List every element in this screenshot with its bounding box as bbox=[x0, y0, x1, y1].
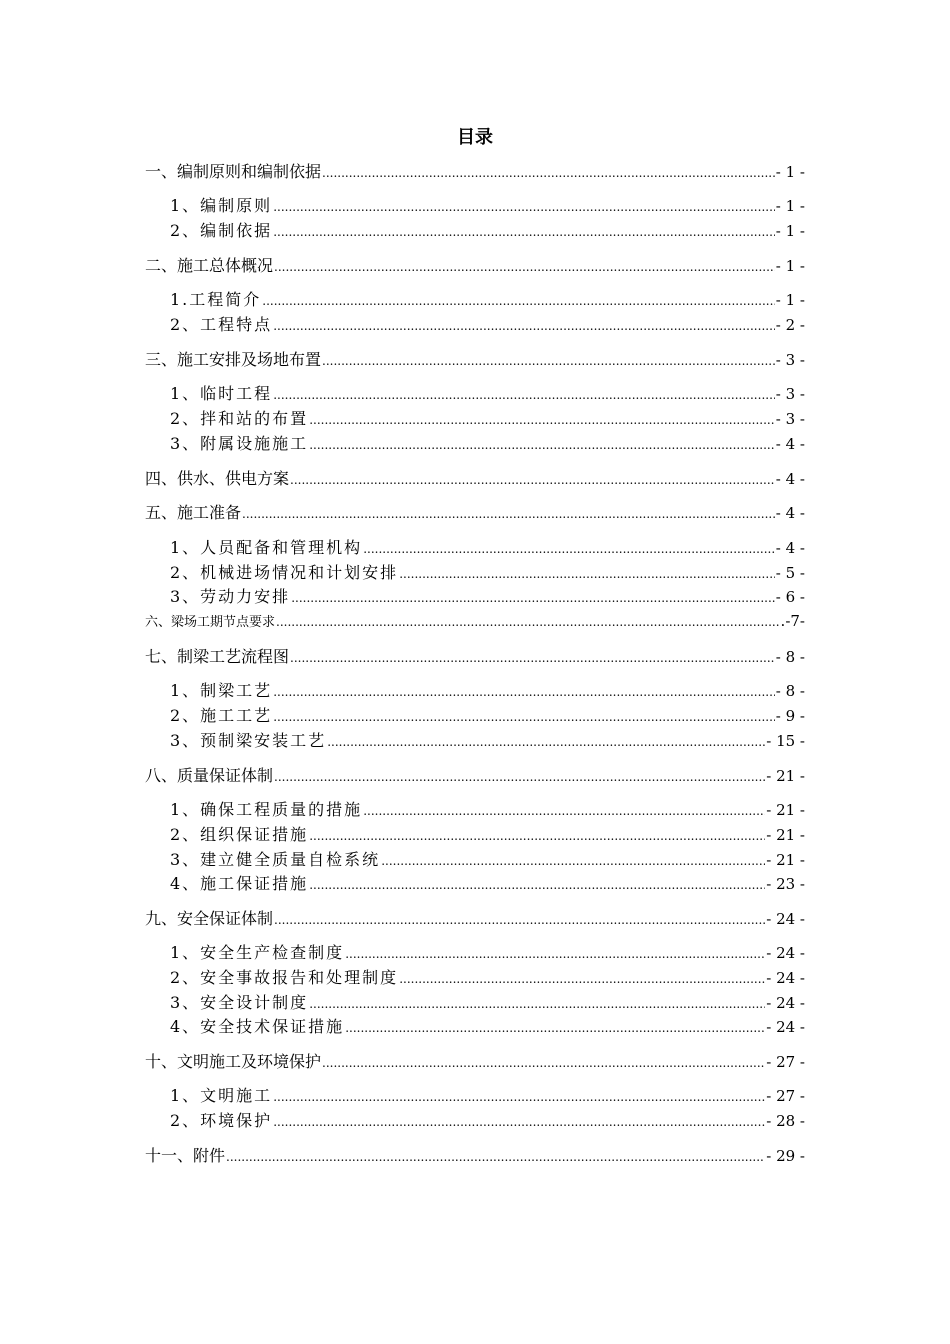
toc-entry-label: 3、建立健全质量自检系统 bbox=[170, 850, 381, 869]
toc-page-number: - 1 - bbox=[775, 291, 805, 309]
toc-entry-label: 2、拌和站的布置 bbox=[170, 409, 309, 428]
dot-leader bbox=[309, 408, 775, 431]
toc-page-number: - 21 - bbox=[766, 851, 805, 869]
toc-page-number: - 21 - bbox=[766, 767, 805, 785]
dot-leader bbox=[309, 433, 775, 456]
toc-entry-label: 八、质量保证体制 bbox=[145, 766, 274, 785]
toc-entry bbox=[145, 765, 805, 787]
toc-page-number: - 24 - bbox=[766, 994, 805, 1012]
dot-leader bbox=[290, 646, 775, 669]
toc-page-number: - 8 - bbox=[775, 648, 805, 666]
toc-page-number: - 4 - bbox=[775, 539, 805, 557]
toc-entry bbox=[170, 383, 805, 405]
toc-page-number: - 1 - bbox=[775, 222, 805, 240]
toc-entry bbox=[145, 502, 805, 524]
toc-entry-label: 七、制梁工艺流程图 bbox=[145, 647, 290, 666]
toc-page-number: - 6 - bbox=[775, 588, 805, 606]
toc-entry bbox=[145, 468, 805, 490]
toc-entry bbox=[170, 680, 805, 702]
toc-entry-label: 2、机械进场情况和计划安排 bbox=[170, 563, 399, 582]
toc-entry-label: 3、附属设施施工 bbox=[170, 434, 309, 453]
toc-entry-label: 六、梁场工期节点要求 bbox=[145, 615, 276, 630]
toc-entry bbox=[145, 908, 805, 930]
dot-leader bbox=[273, 680, 775, 703]
dot-leader bbox=[273, 383, 775, 406]
toc-page-number: - 8 - bbox=[775, 682, 805, 700]
toc-entry-label: 二、施工总体概况 bbox=[145, 256, 274, 275]
toc-entry-label: 五、施工准备 bbox=[145, 503, 242, 522]
dot-leader bbox=[274, 255, 775, 278]
toc-entry-label: 2、工程特点 bbox=[170, 315, 273, 334]
toc-entry-label: 1、制梁工艺 bbox=[170, 681, 273, 700]
dot-leader bbox=[381, 849, 765, 872]
toc-page-number: - 1 - bbox=[775, 163, 805, 181]
toc-entry bbox=[170, 562, 805, 584]
toc-entry-label: 1、确保工程质量的措施 bbox=[170, 800, 363, 819]
toc-entry bbox=[145, 161, 805, 183]
toc-page-number: - 21 - bbox=[766, 826, 805, 844]
dot-leader bbox=[322, 161, 775, 184]
toc-page-number: - 1 - bbox=[775, 197, 805, 215]
toc-entry bbox=[170, 537, 805, 559]
dot-leader bbox=[363, 799, 765, 822]
dot-leader bbox=[273, 220, 775, 243]
toc-entry bbox=[170, 873, 805, 895]
dot-leader bbox=[309, 992, 765, 1015]
toc-entry-label: 1、人员配备和管理机构 bbox=[170, 538, 363, 557]
dot-leader bbox=[273, 705, 775, 728]
toc-entry-label: 2、组织保证措施 bbox=[170, 825, 309, 844]
toc-entry-label: 4、安全技术保证措施 bbox=[170, 1017, 345, 1036]
toc-entry bbox=[170, 705, 805, 727]
toc-page-number: - 24 - bbox=[766, 969, 805, 987]
toc-entry-label: 2、环境保护 bbox=[170, 1111, 273, 1130]
toc-entry-label: 1、临时工程 bbox=[170, 384, 273, 403]
toc-entry bbox=[170, 967, 805, 989]
toc-entry-label: 三、施工安排及场地布置 bbox=[145, 350, 322, 369]
toc-entry bbox=[170, 195, 805, 217]
dot-leader bbox=[291, 586, 775, 609]
toc-entry bbox=[145, 1051, 805, 1073]
dot-leader bbox=[345, 942, 765, 965]
dot-leader bbox=[274, 908, 765, 931]
toc-page-number: - 3 - bbox=[775, 351, 805, 369]
dot-leader bbox=[273, 1110, 765, 1133]
toc-entry-label: 3、劳动力安排 bbox=[170, 587, 291, 606]
toc-entry bbox=[170, 1110, 805, 1132]
toc-entry bbox=[170, 730, 805, 752]
toc-entry-label: 十一、附件 bbox=[145, 1146, 226, 1165]
toc-entry-label: 2、施工工艺 bbox=[170, 706, 273, 725]
toc-entry-label: 十、文明施工及环境保护 bbox=[145, 1052, 322, 1071]
toc-entry-label: 3、安全设计制度 bbox=[170, 993, 309, 1012]
toc-page-number: - 4 - bbox=[775, 504, 805, 522]
toc-entry-label: 1、安全生产检查制度 bbox=[170, 943, 345, 962]
dot-leader bbox=[399, 562, 775, 585]
dot-leader bbox=[309, 824, 765, 847]
dot-leader bbox=[322, 349, 775, 372]
toc-entry bbox=[170, 942, 805, 964]
toc-page-number: - 4 - bbox=[775, 470, 805, 488]
toc-entry bbox=[170, 433, 805, 455]
toc-page-number: - 27 - bbox=[766, 1087, 805, 1105]
toc-entry bbox=[170, 824, 805, 846]
toc-entry-label: 一、编制原则和编制依据 bbox=[145, 162, 322, 181]
toc-entry bbox=[170, 220, 805, 242]
dot-leader bbox=[363, 537, 775, 560]
toc-entry-label: 四、供水、供电方案 bbox=[145, 469, 290, 488]
dot-leader bbox=[345, 1016, 765, 1039]
toc-entry-label: 2、安全事故报告和处理制度 bbox=[170, 968, 399, 987]
toc-entry bbox=[170, 799, 805, 821]
toc-entry-label: 九、安全保证体制 bbox=[145, 909, 274, 928]
toc-page-number: - 23 - bbox=[766, 875, 805, 893]
toc-page-number: - 15 - bbox=[766, 732, 805, 750]
toc-page-number: - 2 - bbox=[775, 316, 805, 334]
dot-leader bbox=[399, 967, 765, 990]
dot-leader bbox=[322, 1051, 765, 1074]
toc-entry bbox=[170, 849, 805, 871]
toc-entry bbox=[170, 992, 805, 1014]
toc-entry-label: 3、预制梁安装工艺 bbox=[170, 731, 327, 750]
dot-leader bbox=[273, 195, 775, 218]
toc-page-number: - 3 - bbox=[775, 410, 805, 428]
toc-page-number: - 4 - bbox=[775, 435, 805, 453]
dot-leader bbox=[273, 1085, 765, 1108]
toc-page-number: - 9 - bbox=[775, 707, 805, 725]
dot-leader bbox=[262, 289, 775, 312]
toc-entry bbox=[145, 349, 805, 371]
dot-leader bbox=[290, 468, 775, 491]
dot-leader bbox=[273, 314, 775, 337]
dot-leader bbox=[276, 611, 780, 634]
toc-page-number: - 29 - bbox=[766, 1147, 805, 1165]
toc-entry bbox=[170, 586, 805, 608]
toc-entry-label: 4、施工保证措施 bbox=[170, 874, 309, 893]
toc-page-number: - 24 - bbox=[766, 1018, 805, 1036]
toc-page-number: - 21 - bbox=[766, 801, 805, 819]
toc-entry-label: 1、文明施工 bbox=[170, 1086, 273, 1105]
dot-leader bbox=[327, 730, 765, 753]
toc-page-number: - 3 - bbox=[775, 385, 805, 403]
toc-entry bbox=[145, 646, 805, 668]
toc-page-number: .-7- bbox=[780, 612, 805, 630]
toc-entry bbox=[170, 314, 805, 336]
toc-page-number: - 28 - bbox=[766, 1112, 805, 1130]
dot-leader bbox=[309, 873, 765, 896]
toc-page-number: - 24 - bbox=[766, 944, 805, 962]
dot-leader bbox=[226, 1145, 765, 1168]
toc-page-number: - 27 - bbox=[766, 1053, 805, 1071]
toc-entry bbox=[145, 1145, 805, 1167]
toc-entry bbox=[170, 408, 805, 430]
toc-page-number: - 1 - bbox=[775, 257, 805, 275]
toc-entry-label: 1、编制原则 bbox=[170, 196, 273, 215]
toc-entry bbox=[170, 289, 805, 311]
toc-entry bbox=[145, 255, 805, 277]
toc-page-number: - 5 - bbox=[775, 564, 805, 582]
toc-page-number: - 24 - bbox=[766, 910, 805, 928]
toc-entry-label: 1.工程简介 bbox=[170, 290, 262, 309]
dot-leader bbox=[242, 502, 775, 525]
toc-title: 目录 bbox=[457, 127, 493, 148]
toc-entry bbox=[170, 1016, 805, 1038]
toc-entry bbox=[170, 1085, 805, 1107]
dot-leader bbox=[274, 765, 765, 788]
toc-entry-label: 2、编制依据 bbox=[170, 221, 273, 240]
toc-entry bbox=[145, 610, 805, 632]
